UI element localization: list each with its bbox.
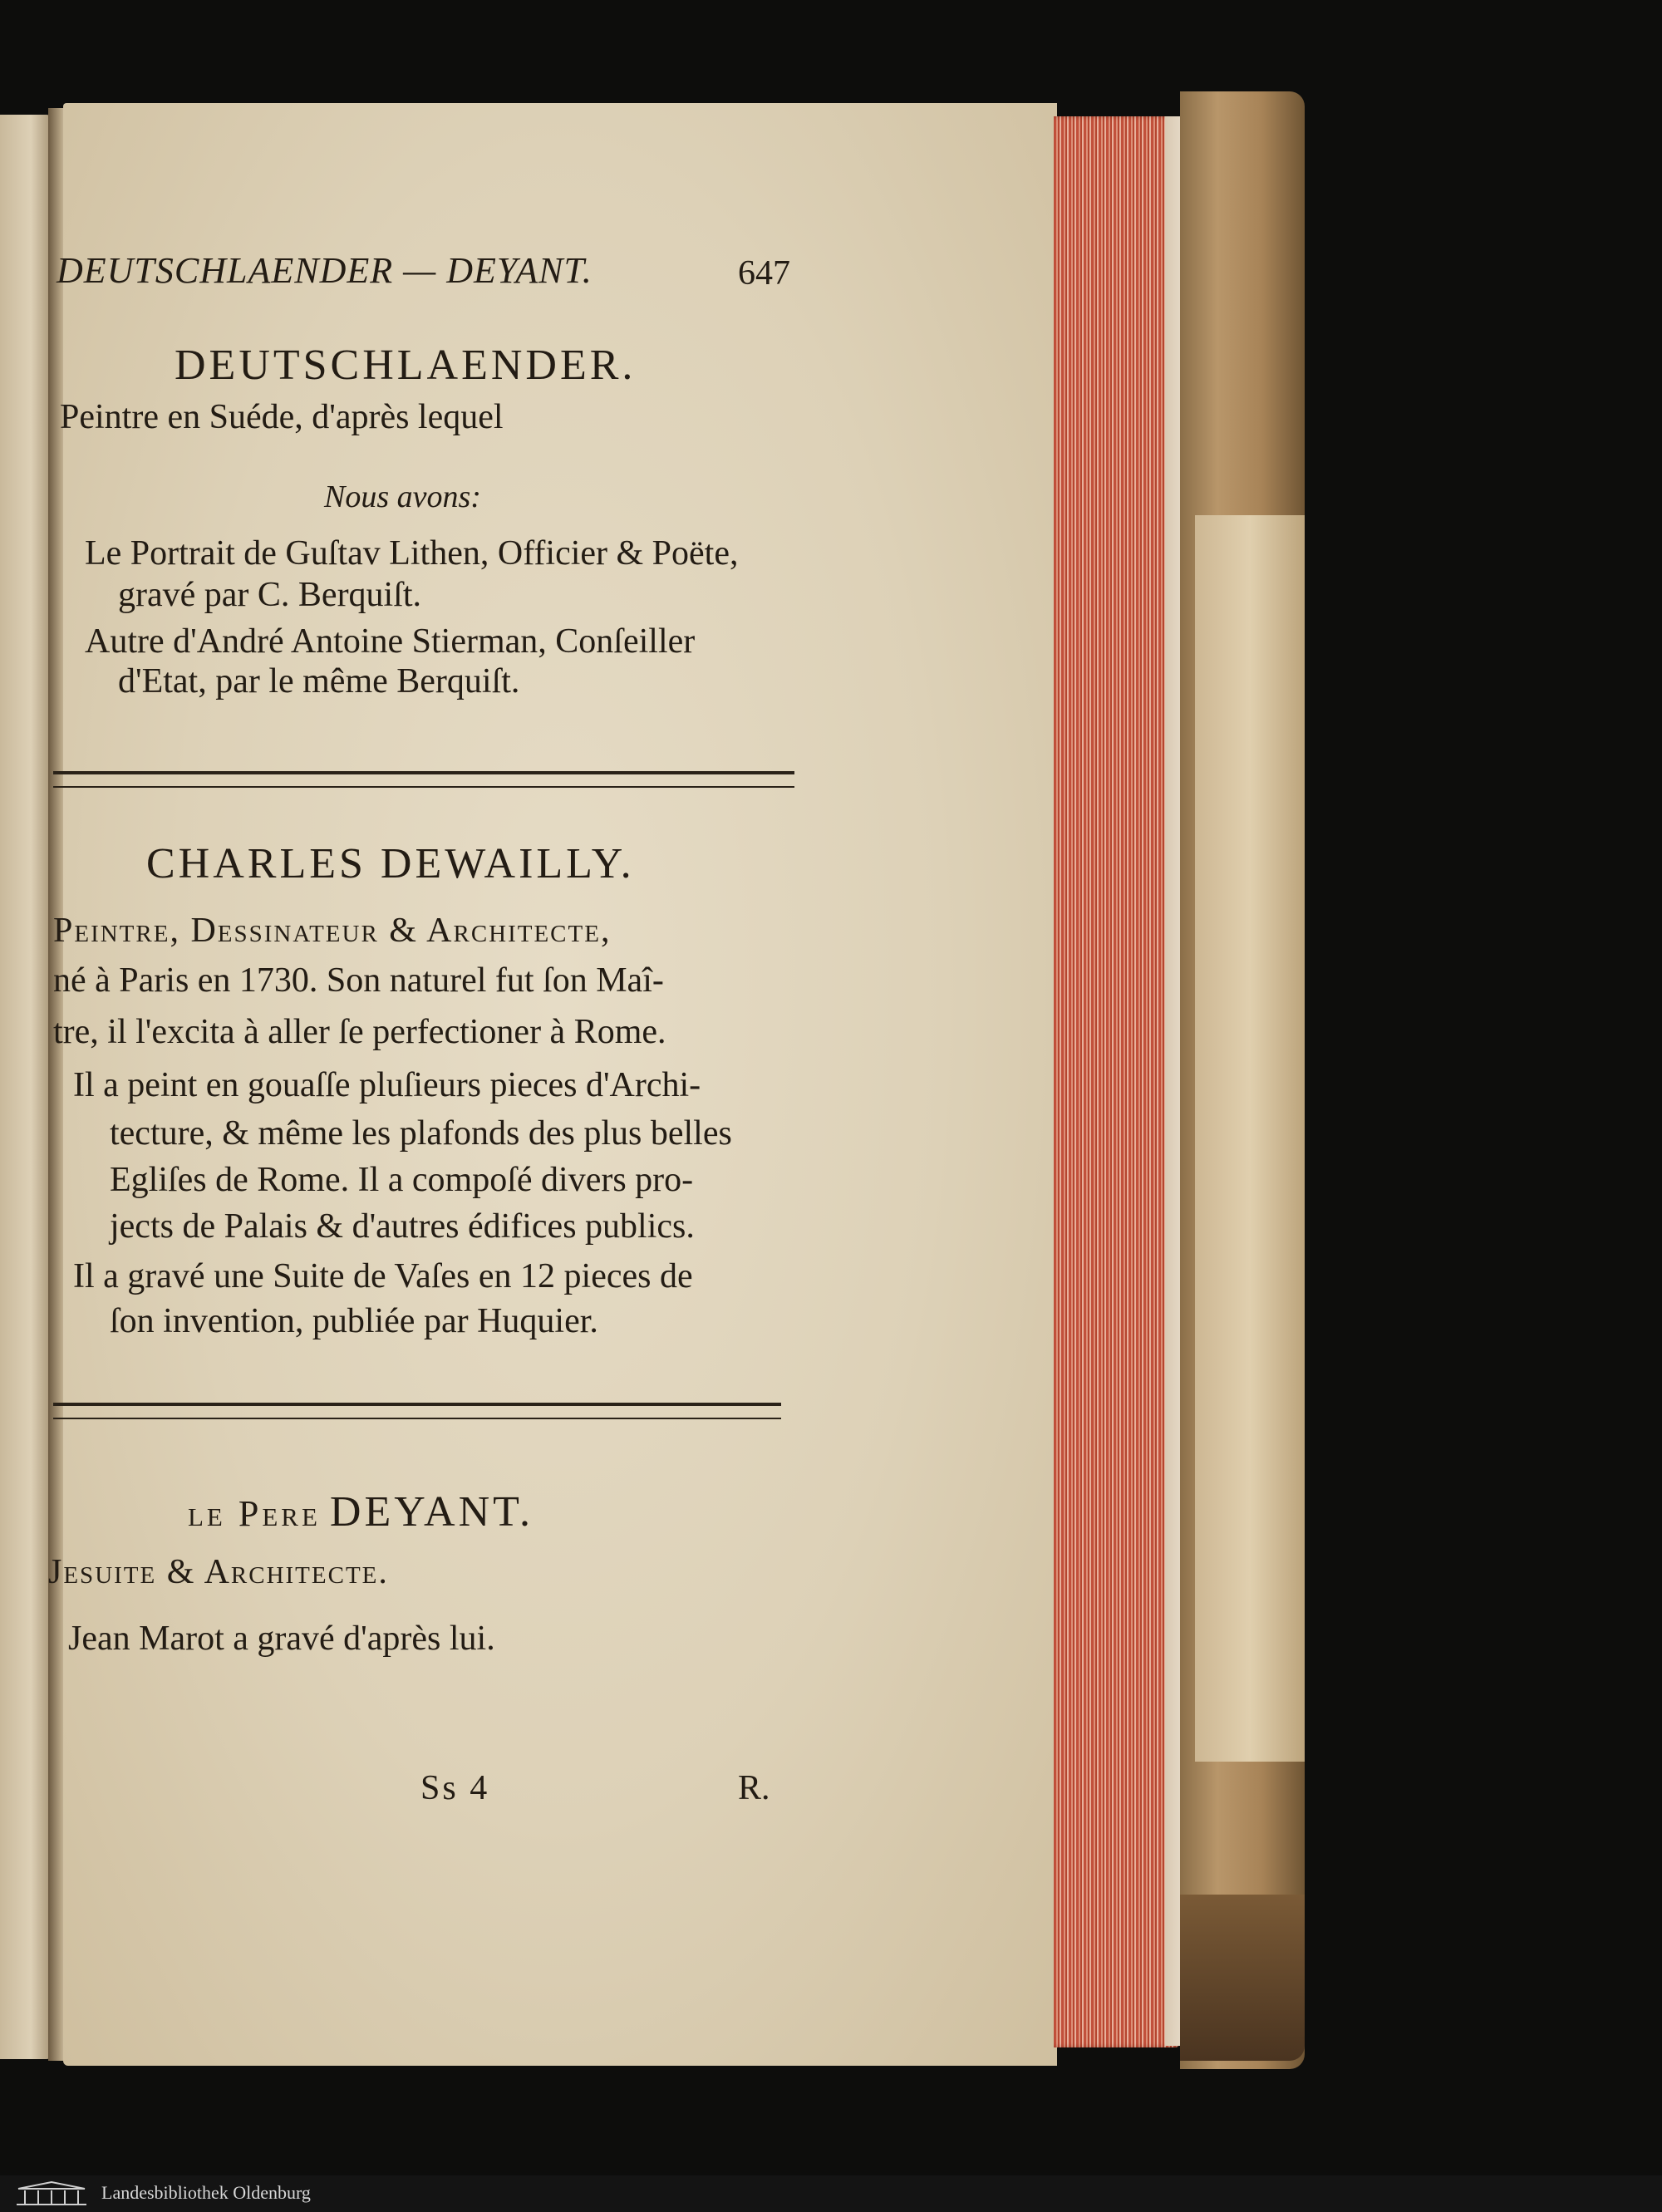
entry-line: jects de Palais & d'autres édifices publics.: [110, 1207, 695, 1246]
entry-line: tre, il l'excita à aller ſe perfectioner à Rome.: [53, 1013, 666, 1051]
entry-line: né à Paris en 1730. Son naturel fut ſon Maî-: [53, 961, 664, 1000]
entry-subheading: Nous avons:: [324, 479, 481, 514]
library-building-icon: [12, 2180, 91, 2207]
heading-prefix: le Pere: [188, 1493, 321, 1534]
signature-mark: Ss 4: [420, 1769, 490, 1807]
entry-intro: Peintre en Suéde, d'après lequel: [60, 398, 504, 436]
entry-line: Egliſes de Rome. Il a compoſé divers pro-: [110, 1161, 694, 1199]
entry-line: tecture, & même les plafonds des plus belles: [110, 1114, 732, 1153]
entry-line: Il a gravé une Suite de Vaſes en 12 pieces de: [73, 1257, 693, 1295]
entry-heading-dewailly: CHARLES DEWAILLY.: [146, 840, 635, 887]
entry-line: gravé par C. Berquiſt.: [118, 576, 422, 614]
ornamental-rule: [53, 771, 794, 788]
entry-line: Le Portrait de Guſtav Lithen, Officier & Poëte,: [85, 534, 739, 573]
cover-paper-band: [1195, 515, 1305, 1762]
previous-page-edge: [0, 115, 52, 2059]
entry-line: Peintre, Dessinateur & Architecte,: [53, 912, 612, 950]
ornamental-rule: [53, 1403, 781, 1419]
running-head: DEUTSCHLAENDER — DEYANT.: [57, 250, 593, 291]
heading-name: DEYANT.: [329, 1488, 534, 1536]
entry-line: Jean Marot a gravé d'après lui.: [68, 1620, 495, 1658]
library-name: Landesbibliothek Oldenburg: [101, 2182, 311, 2203]
entry-line: Autre d'André Antoine Stierman, Conſeiller: [85, 622, 696, 661]
red-page-edges: [1054, 116, 1180, 2047]
entry-heading-deutschlaender: DEUTSCHLAENDER.: [175, 342, 637, 389]
page-number: 647: [738, 254, 790, 292]
entry-line: ſon invention, publiée par Huquier.: [110, 1302, 598, 1340]
entry-line: Jesuite & Architecte.: [48, 1553, 389, 1591]
entry-heading-deyant: [188, 1487, 534, 1536]
entry-line: Il a peint en gouaſſe pluſieurs pieces d'Archi-: [73, 1066, 701, 1104]
catchword: R.: [738, 1769, 770, 1807]
cover-shadow: [1180, 1895, 1305, 2061]
entry-line: d'Etat, par le même Berquiſt.: [118, 662, 520, 700]
